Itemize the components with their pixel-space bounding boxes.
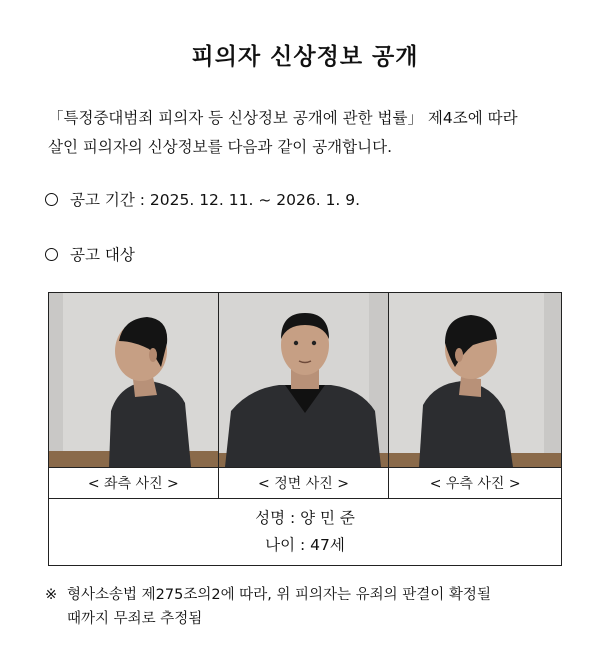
suspect-info <box>49 499 561 565</box>
left-photo-caption: < 좌측 사진 > <box>87 476 179 492</box>
suspect-photo-table <box>48 292 562 566</box>
note-line-2: 때까지 무죄로 추정됨 <box>67 611 203 627</box>
name-line: 성명 : 양 민 준 <box>255 509 355 527</box>
period-text: 공고 기간 : 2025. 12. 11. ~ 2026. 1. 9. <box>70 191 361 209</box>
intro-text <box>48 104 578 162</box>
period-row <box>45 188 360 210</box>
target-row <box>45 243 135 265</box>
circle-bullet-icon <box>45 193 58 206</box>
left-profile-photo <box>49 293 218 467</box>
target-text: 공고 대상 <box>70 246 135 264</box>
intro-line-2: 살인 피의자의 신상정보를 다음과 같이 공개합니다. <box>48 138 392 156</box>
note-line-1: 형사소송법 제275조의2에 따라, 위 피의자는 유죄의 판결이 확정될 <box>67 587 491 603</box>
photo-row <box>49 293 561 467</box>
intro-line-1: 「특정중대범죄 피의자 등 신상정보 공개에 관한 법률」 제4조에 따라 <box>48 109 518 127</box>
front-photo <box>218 293 389 467</box>
right-profile-photo <box>388 293 561 467</box>
front-photo-caption: < 정면 사진 > <box>218 468 389 498</box>
note-mark: ※ <box>45 587 58 603</box>
page-title: 피의자 신상정보 공개 <box>191 44 419 70</box>
age-line: 나이 : 47세 <box>265 536 345 554</box>
presumption-note <box>45 583 575 631</box>
caption-row <box>49 467 561 499</box>
right-photo-caption: < 우측 사진 > <box>388 468 561 498</box>
circle-bullet-icon <box>45 248 58 261</box>
